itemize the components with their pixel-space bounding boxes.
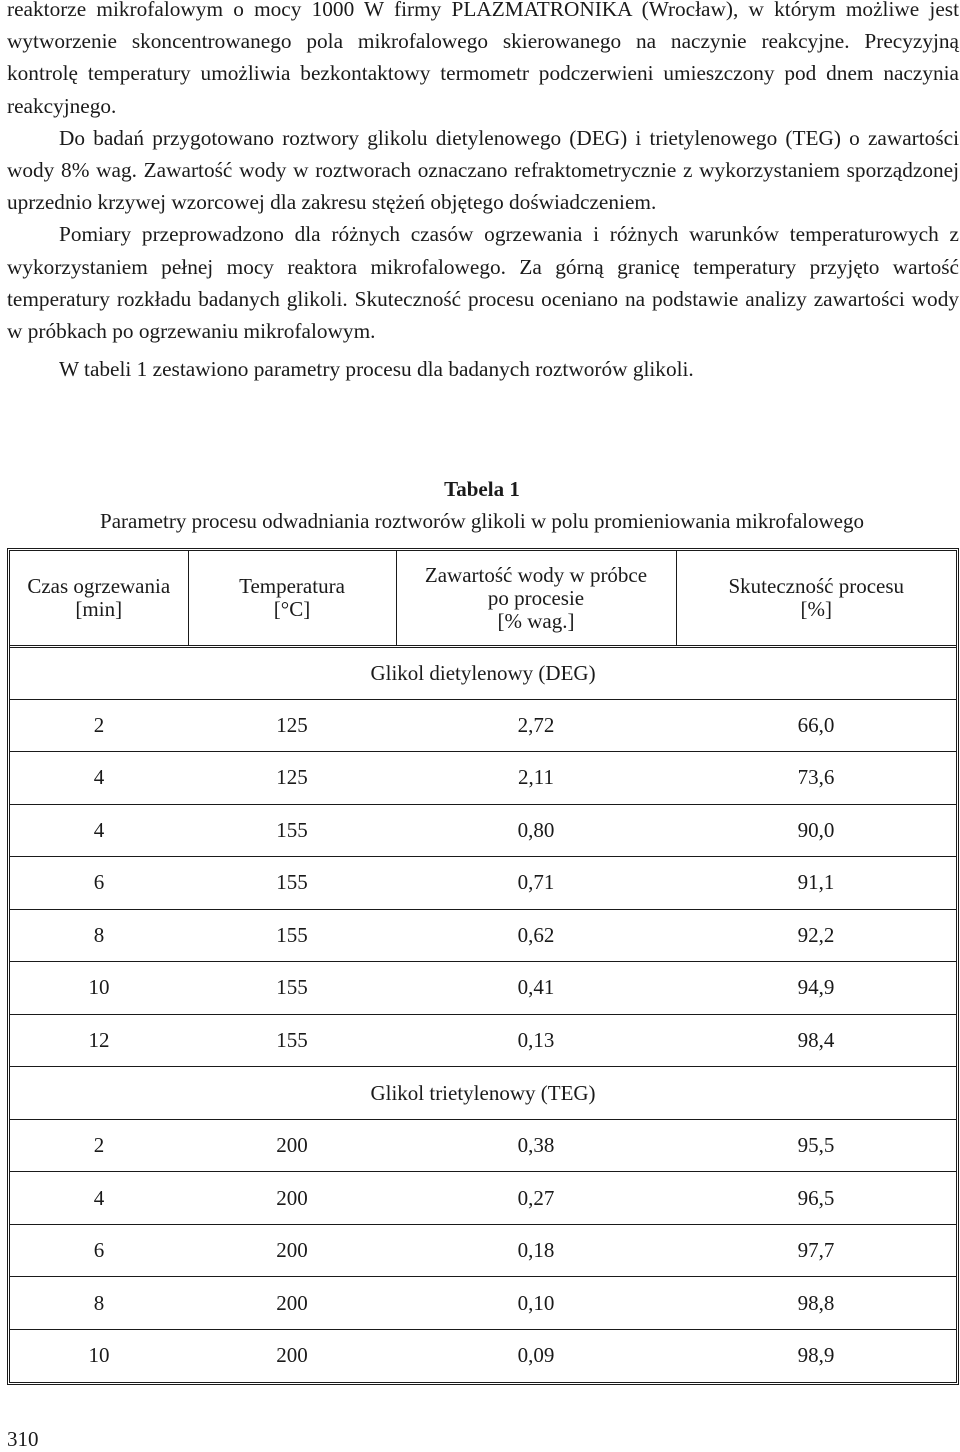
table-row: [10, 962, 956, 1015]
cell-efficiency: 97,7: [676, 1224, 956, 1277]
data-table: [10, 551, 956, 1382]
cell-efficiency: 92,2: [676, 909, 956, 962]
cell-heating-time: 6: [10, 857, 188, 910]
cell-heating-time: 2: [10, 699, 188, 752]
table-row: [10, 804, 956, 857]
cell-efficiency: 98,4: [676, 1014, 956, 1067]
cell-temperature: 155: [188, 804, 396, 857]
cell-temperature: 155: [188, 857, 396, 910]
cell-temperature: 155: [188, 1014, 396, 1067]
table-row: [10, 857, 956, 910]
header-water-content: [396, 551, 676, 647]
table-caption: Parametry procesu odwadniania roztworów glikoli w polu promieniowania mikrofalowego: [100, 509, 864, 533]
table-title: Tabela 1: [444, 477, 520, 501]
cell-temperature: 200: [188, 1224, 396, 1277]
cell-water-content: 2,72: [396, 699, 676, 752]
cell-water-content: 0,10: [396, 1277, 676, 1330]
cell-efficiency: 98,8: [676, 1277, 956, 1330]
table-group-label: Glikol trietylenowy (TEG): [10, 1067, 956, 1120]
table-row: [10, 1119, 956, 1172]
header-efficiency-unit: [%]: [800, 597, 832, 621]
table-row: [10, 752, 956, 805]
cell-efficiency: 91,1: [676, 857, 956, 910]
table-row: [10, 1329, 956, 1382]
cell-heating-time: 10: [10, 962, 188, 1015]
table-group-row: [10, 1067, 956, 1120]
header-water-content-label-2: po procesie: [487, 585, 585, 610]
table-row: [10, 699, 956, 752]
cell-efficiency: 94,9: [676, 962, 956, 1015]
cell-efficiency: 98,9: [797, 1343, 835, 1368]
cell-water-content: 0,38: [396, 1119, 676, 1172]
cell-water-content: 0,09: [517, 1343, 555, 1368]
header-temperature-label: Temperatura: [239, 574, 345, 598]
header-efficiency-label: Skuteczność procesu: [728, 574, 905, 598]
paragraph-measurements: Pomiary przeprowadzono dla różnych czasów ogrzewania i różnych warunków temperaturowych z wykorzystaniem pełnej mocy reaktora mikrofalowego. Za górną granicę temperatury przyjęto wartość temperatury rozkładu badanych glikoli. Skuteczność procesu oceniano na podstawie analizy zawartości wody w próbkach po ogrzewaniu mikrofalowym.: [7, 222, 959, 344]
table-row: [10, 1277, 956, 1330]
cell-temperature: 200: [188, 1277, 396, 1330]
table-row: [10, 1224, 956, 1277]
cell-water-content: 0,62: [396, 909, 676, 962]
cell-heating-time: 10: [88, 1343, 110, 1368]
cell-temperature: 125: [188, 752, 396, 805]
cell-temperature: 125: [188, 699, 396, 752]
table-group-row: [10, 647, 956, 700]
cell-water-content: 0,41: [396, 962, 676, 1015]
cell-heating-time: 2: [10, 1119, 188, 1172]
cell-water-content: 0,71: [396, 857, 676, 910]
cell-heating-time: 8: [10, 909, 188, 962]
header-water-content-unit: [% wag.]: [497, 608, 575, 633]
cell-heating-time: 4: [10, 752, 188, 805]
cell-temperature: 200: [188, 1119, 396, 1172]
cell-heating-time: 8: [10, 1277, 188, 1330]
cell-efficiency: 95,5: [676, 1119, 956, 1172]
cell-efficiency: 66,0: [676, 699, 956, 752]
header-heating-time: [10, 551, 188, 647]
header-temperature: [188, 551, 396, 647]
cell-heating-time: 4: [10, 1172, 188, 1225]
cell-water-content: 0,80: [396, 804, 676, 857]
header-heating-time-label: Czas ogrzewania: [27, 574, 171, 598]
table-row: [10, 1172, 956, 1225]
cell-efficiency: 73,6: [676, 752, 956, 805]
cell-heating-time: 4: [10, 804, 188, 857]
cell-temperature: 200: [188, 1172, 396, 1225]
cell-efficiency: 96,5: [676, 1172, 956, 1225]
table-group-label: Glikol dietylenowy (DEG): [10, 647, 956, 700]
cell-temperature: 155: [188, 909, 396, 962]
cell-temperature: 155: [188, 962, 396, 1015]
paragraph-continued: reaktorze mikrofalowym o mocy 1000 W firmy PLAZMATRONIKA (Wrocław), w którym możliwe jest wytworzenie skoncentrowanego pola mikrofalowego skierowanego na naczynie reakcyjne. Precyzyjną kontrolę temperatury umożliwia bezkontaktowy termometr podczerwieni umieszczony pod dnem naczynia reakcyjnego.: [7, 0, 959, 118]
table-row: [10, 1014, 956, 1067]
cell-efficiency: 90,0: [676, 804, 956, 857]
header-efficiency: [676, 551, 956, 647]
data-table-frame: [7, 548, 959, 1385]
cell-water-content: 2,11: [396, 752, 676, 805]
cell-heating-time: 12: [10, 1014, 188, 1067]
cell-temperature: 200: [276, 1343, 308, 1368]
table-header-row: [10, 551, 956, 647]
body-text: [7, 0, 959, 385]
cell-water-content: 0,13: [396, 1014, 676, 1067]
page-number: 310: [7, 1427, 39, 1451]
cell-heating-time: 6: [10, 1224, 188, 1277]
paragraph-table-intro: W tabeli 1 zestawiono parametry procesu dla badanych roztworów glikoli.: [59, 357, 694, 382]
header-water-content-label: Zawartość wody w próbce: [424, 562, 648, 587]
header-heating-time-unit: [min]: [75, 597, 123, 621]
header-temperature-unit: [°C]: [273, 597, 311, 621]
cell-water-content: 0,27: [396, 1172, 676, 1225]
table-body: [10, 647, 956, 1383]
cell-water-content: 0,18: [396, 1224, 676, 1277]
paragraph-solutions: Do badań przygotowano roztwory glikolu dietylenowego (DEG) i trietylenowego (TEG) o zawartości wody 8% wag. Zawartość wody w roztworach oznaczano refraktometrycznie z wykorzystaniem sporządzonej uprzednio krzywej wzorcowej dla zakresu stężeń objętego doświadczeniem.: [7, 125, 959, 215]
table-row: [10, 909, 956, 962]
